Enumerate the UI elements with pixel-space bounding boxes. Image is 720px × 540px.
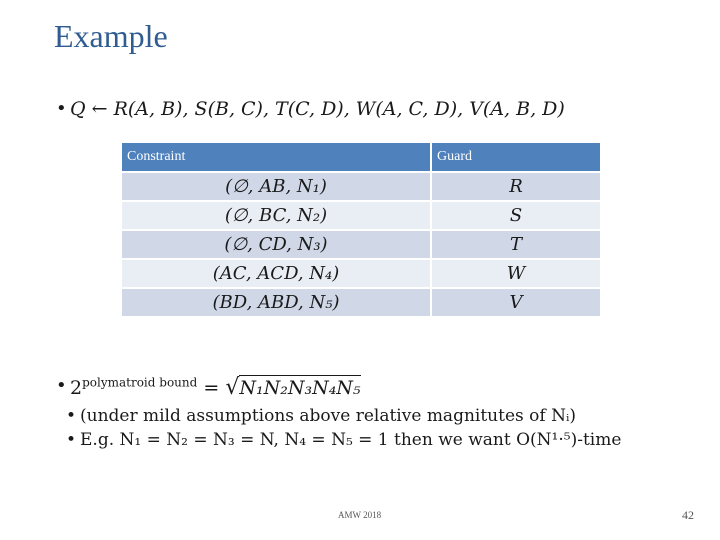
- table-row: [121, 259, 601, 288]
- guard-cell: S: [431, 201, 601, 230]
- bullet-marker: •: [56, 375, 67, 396]
- table-row: [121, 201, 601, 230]
- sub-bullet-example: [66, 430, 622, 450]
- constraint-cell: (∅, CD, N₃): [121, 230, 431, 259]
- page-number: 42: [682, 508, 694, 522]
- guard-cell: T: [431, 230, 601, 259]
- bound-radicand: N₁N₂N₃N₄N₅: [239, 377, 361, 399]
- constraint-cell: (AC, ACD, N₄): [121, 259, 431, 288]
- slide-title: Example: [54, 18, 168, 54]
- guard-cell: W: [431, 259, 601, 288]
- bound-exponent: polymatroid bound: [82, 375, 198, 390]
- table-row: [121, 172, 601, 201]
- column-header-guard: Guard: [431, 142, 601, 172]
- constraint-guard-table: [120, 141, 602, 318]
- bullet-marker: •: [56, 98, 67, 119]
- sub-bullet-text: (under mild assumptions above relative magnitutes of Nᵢ): [80, 406, 576, 426]
- bound-base: 2: [70, 377, 83, 399]
- constraint-cell: (∅, BC, N₂): [121, 201, 431, 230]
- column-header-constraint: Constraint: [121, 142, 431, 172]
- slide-footer: AMW 2018: [338, 510, 382, 520]
- table-header-row: [121, 142, 601, 172]
- guard-cell: R: [431, 172, 601, 201]
- guard-cell: V: [431, 288, 601, 317]
- constraint-cell: (∅, AB, N₁): [121, 172, 431, 201]
- constraint-cell: (BD, ABD, N₅): [121, 288, 431, 317]
- bullet-marker: •: [66, 406, 77, 426]
- bound-equals: =: [197, 377, 226, 399]
- sub-bullet-text: E.g. N₁ = N₂ = N₃ = N, N₄ = N₅ = 1 then we want O(N¹·⁵)-time: [80, 430, 622, 450]
- bound-formula: [70, 375, 361, 400]
- table-row: [121, 288, 601, 317]
- sub-bullet-assumptions: [66, 406, 576, 426]
- bullet-marker: •: [66, 430, 77, 450]
- query-formula: Q ← R(A, B), S(B, C), T(C, D), W(A, C, D), V(A, B, D): [70, 98, 565, 120]
- sqrt-symbol: √: [225, 375, 240, 400]
- table-row: [121, 230, 601, 259]
